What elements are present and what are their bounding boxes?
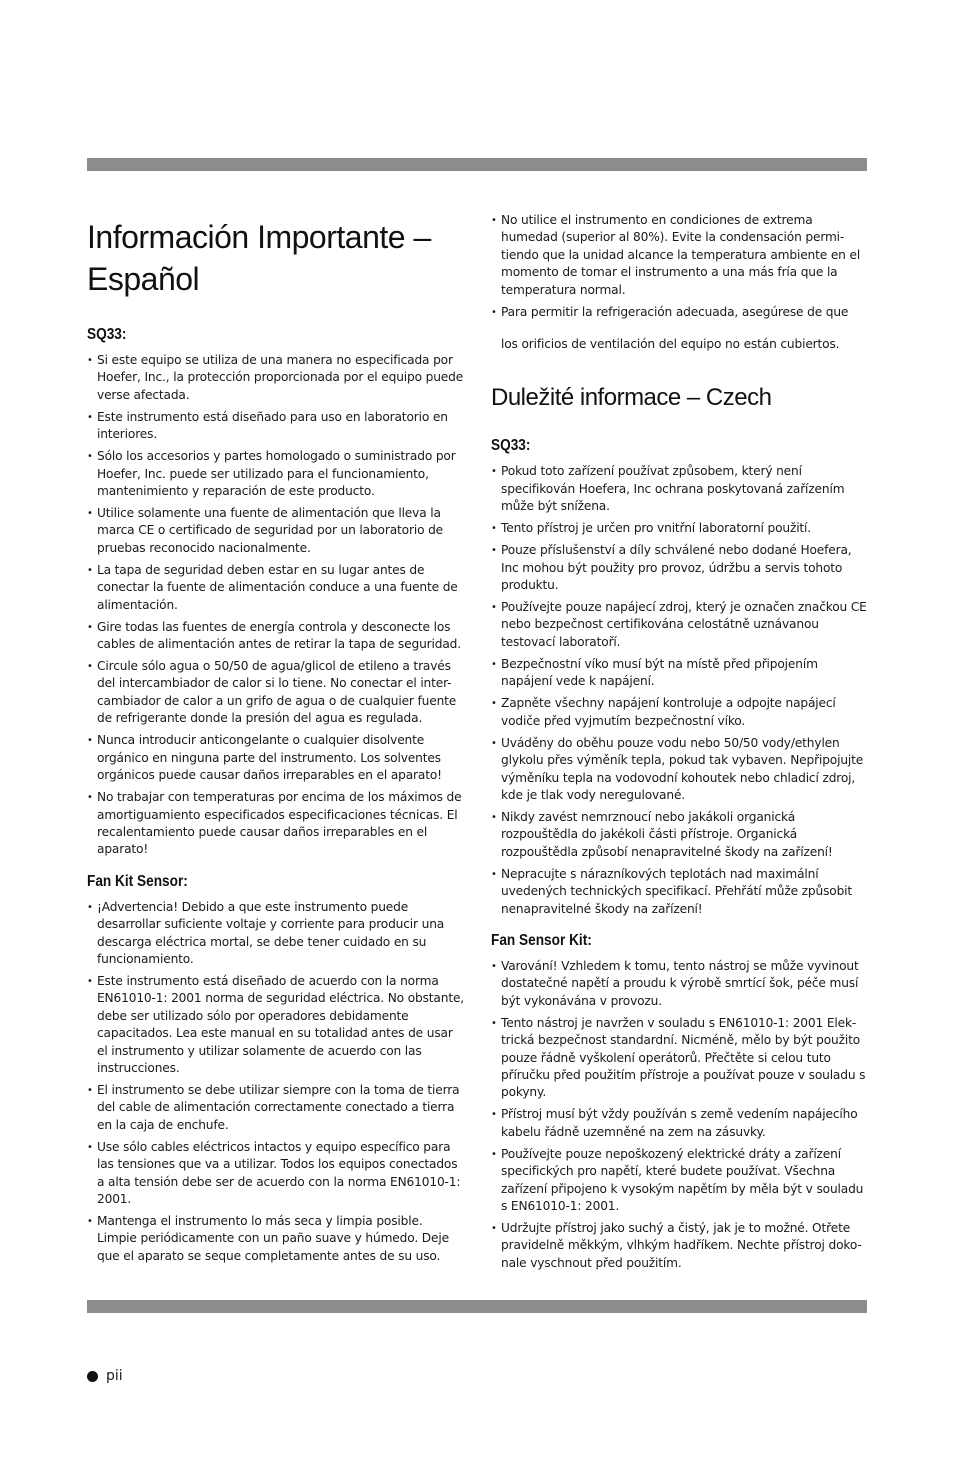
list-item: • Nunca introducir anticongelante o cualquier disolvente orgánico en ninguna parte del instrumento. Los solventes orgánicos puede causar daños irreparables en el aparato! bbox=[87, 732, 465, 784]
list-item: • Tento přístroj je určen pro vnitřní laboratorní použití. bbox=[491, 520, 869, 537]
list-item: • Este instrumento está diseñado de acuerdo con la norma EN61010-1: 2001 norma de seguridad eléctrica. No obstante, debe ser utilizado sólo por operadores debidamente capacitados. Lea este manual en su totalidad antes de usar el instrumento y utilizar solamente de acuerdo con las instrucciones. bbox=[87, 973, 465, 1077]
list-item: • Gire todas las fuentes de energía controla y desconecte los cables de alimentación antes de retirar la tapa de seguridad. bbox=[87, 619, 465, 654]
list-item: • Uváděny do oběhu pouze vodu nebo 50/50 vody/ethylen glykolu přes výměník tepla, pokud tak vybaven. Nepřipojujte výměníku tepla na vodovodní kohoutek nebo chladicí zdroj, kde je tlak vody neregulované. bbox=[491, 735, 869, 805]
list-item: • El instrumento se debe utilizar siempre con la toma de tierra del cable de alimentación correctamente conectado a tierra en la caja de enchufe. bbox=[87, 1082, 465, 1134]
left-column bbox=[87, 210, 465, 1270]
list-item: • Zapněte všechny napájení kontroluje a odpojte napájecí vodiče před vyjmutím bezpečnostní víko. bbox=[491, 695, 869, 730]
list-item: • No trabajar con temperaturas por encima de los máximos de amortiguamiento especificados especificaciones técnicas. El recalentamiento puede causar daños irreparables en el aparato! bbox=[87, 789, 465, 859]
list-item: • Este instrumento está diseñado para uso en laboratorio en interiores. bbox=[87, 409, 465, 444]
list-item: • Utilice solamente una fuente de alimentación que lleva la marca CE o certificado de seguridad por un laboratorio de pruebas reconocido nacionalmente. bbox=[87, 505, 465, 557]
list-item: • Si este equipo se utiliza de una manera no especificada por Hoefer, Inc., la protección proporcionada por el equipo puede verse afectada. bbox=[87, 352, 465, 404]
bottom-rule bbox=[87, 1300, 867, 1313]
list-item: • Circule sólo agua o 50/50 de agua/glicol de etileno a través del intercambiador de calor si lo tiene. No conectar el inter-cambiador de calor a un grifo de agua o de cualquier fuente de refrigerante donde la presión del agua es regulada. bbox=[87, 658, 465, 728]
list-item: • Přístroj musí být vždy používán s země vedením napájecího kabelu řádně uzemněné na zem na zásuvky. bbox=[491, 1106, 869, 1141]
spanish-fan-kit-list bbox=[87, 899, 465, 1266]
list-item: • Bezpečnostní víko musí být na místě před připojením napájení vede k napájení. bbox=[491, 656, 869, 691]
spanish-sq33-list bbox=[87, 352, 465, 859]
list-item: • Udržujte přístroj jako suchý a čistý, jak je to možné. Otřete pravidelně měkkým, vlhkým hadříkem. Nechte přístroj doko-nale vyschnout před použitím. bbox=[491, 1220, 869, 1272]
czech-sq33-heading: SQ33: bbox=[491, 437, 531, 455]
list-item: • Pokud toto zařízení používat způsobem, který není specifikován Hoefera, Inc ochrana poskytovaná zařízením může být snížena. bbox=[491, 463, 869, 515]
page-number: pii bbox=[106, 1368, 123, 1384]
spanish-sq33-heading: SQ33: bbox=[87, 326, 127, 343]
list-item: • Use sólo cables eléctricos intactos y equipo específico para las tensiones que va a utilizar. Todos los equipos conectados a alta tensión debe ser de acuerdo con la norma EN61010-1: 2001. bbox=[87, 1139, 465, 1209]
spanish-fan-kit-heading: Fan Kit Sensor: bbox=[87, 872, 188, 890]
list-item: • Používejte pouze nepoškozený elektrické dráty a zařízení specifických pro napětí, které budete používat. Všechna zařízení připojeno k vysokým napětím by měla být v souladu s EN61010-1: 2001. bbox=[491, 1146, 869, 1216]
list-item: • ¡Advertencia! Debido a que este instrumento puede desarrollar suficiente voltaje y corriente para producir una descarga eléctrica mortal, se debe tener cuidado en su funcionamiento. bbox=[87, 899, 465, 969]
list-item: • Používejte pouze napájecí zdroj, který je označen značkou CE nebo bezpečnost certifikována celostátně uznávanou testovací laboratoří. bbox=[491, 599, 869, 651]
list-item: • Sólo los accesorios y partes homologado o suministrado por Hoefer, Inc. puede ser utilizado para el funcionamiento, mantenimiento y reparación de este producto. bbox=[87, 448, 465, 500]
list-item: • Mantenga el instrumento lo más seca y limpia posible. Limpie periódicamente con un paño suave y húmedo. Deje que el aparato se seque completamente antes de su uso. bbox=[87, 1213, 465, 1265]
bullet-dot-icon bbox=[87, 1371, 98, 1382]
czech-title: Duležité informace – Czech bbox=[491, 384, 772, 412]
continued-text: los orificios de ventilación del equipo no están cubiertos. bbox=[501, 337, 840, 352]
czech-fan-sensor-heading: Fan Sensor Kit: bbox=[491, 931, 592, 949]
list-item: • Para permitir la refrigeración adecuada, asegúrese de que bbox=[491, 304, 869, 321]
czech-fan-sensor-list bbox=[491, 958, 869, 1272]
spanish-continued-list bbox=[491, 212, 869, 321]
spanish-title: Información Importante – Español bbox=[87, 219, 431, 297]
right-column bbox=[491, 212, 869, 1277]
page-footer bbox=[87, 1368, 123, 1384]
list-item: • No utilice el instrumento en condiciones de extrema humedad (superior al 80%). Evite la condensación permi-tiendo que la unidad alcance la temperatura ambiente en el momento de tomar el instrumento a una más fría que la temperatura normal. bbox=[491, 212, 869, 299]
list-item: • Nikdy zavést nemrznoucí nebo jakákoli organická rozpouštědla do jakékoli části přístroje. Organická rozpouštědla způsobí nenapravitelné škody na zařízení! bbox=[491, 809, 869, 861]
list-item: • Varování! Vzhledem k tomu, tento nástroj se může vyvinout dostatečné napětí a proudu k výrobě smrtící šok, péče musí být vykonávána v provozu. bbox=[491, 958, 869, 1010]
list-item: • Pouze příslušenství a díly schválené nebo dodané Hoefera, Inc mohou být použity pro provoz, údržbu a servis tohoto produktu. bbox=[491, 542, 869, 594]
top-rule bbox=[87, 158, 867, 171]
czech-sq33-list bbox=[491, 463, 869, 918]
list-item: • Tento nástroj je navržen v souladu s EN61010-1: 2001 Elek-trická bezpečnost standardní. Nicméně, mělo by být použito pouze řádně vyškolení operátorů. Přečtěte si celou tuto příručku před použitím přístroje a používat pouze v souladu s pokyny. bbox=[491, 1015, 869, 1102]
list-item: • Nepracujte s nárazníkových teplotách nad maximální uvedených technických specifikací. Přehřátí může způsobit nenapravitelné škody na zařízení! bbox=[491, 866, 869, 918]
list-item: • La tapa de seguridad deben estar en su lugar antes de conectar la fuente de alimentación conduce a una fuente de alimentación. bbox=[87, 562, 465, 614]
